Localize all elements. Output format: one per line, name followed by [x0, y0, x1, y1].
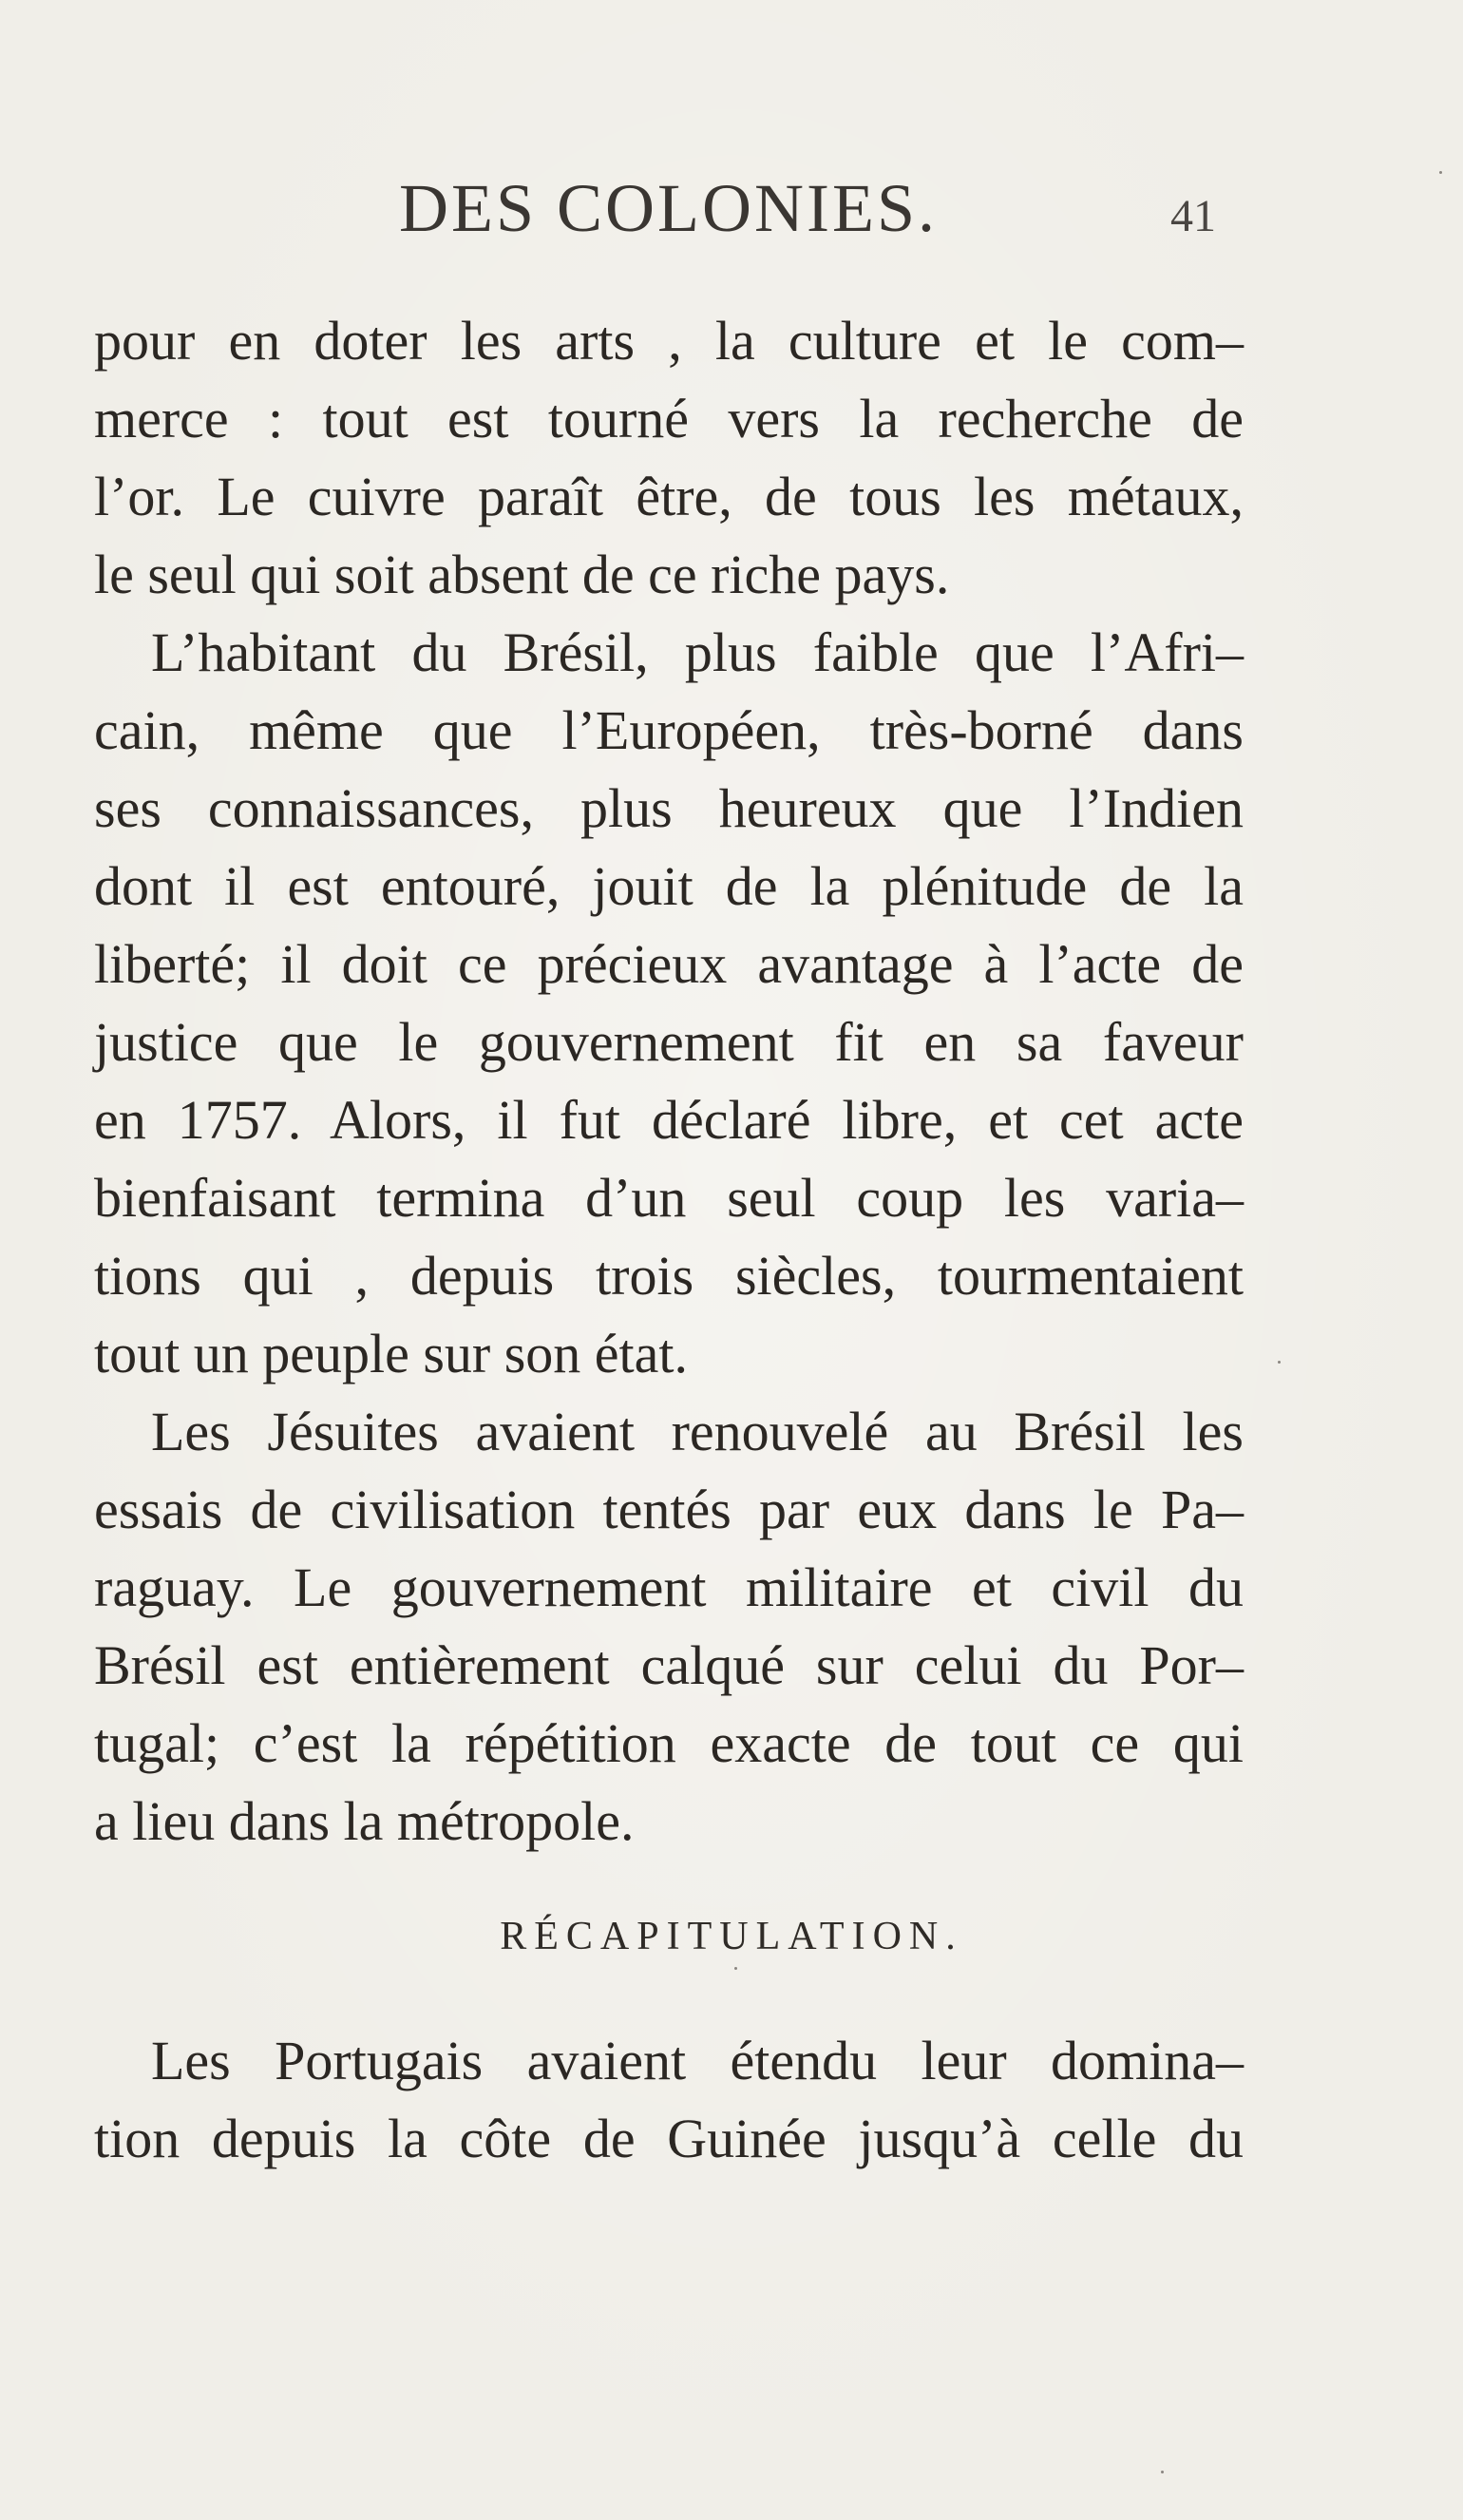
text-line: justice que le gouvernement fit en sa faveur — [94, 1011, 1244, 1073]
text-line: liberté; il doit ce précieux avantage à l’acte de — [94, 933, 1244, 995]
text-line: merce : tout est tourné vers la recherche de — [94, 388, 1244, 449]
text-line: en 1757. Alors, il fut déclaré libre, et cet acte — [94, 1089, 1244, 1151]
paragraph-3 — [94, 1393, 1244, 1861]
paper-speck — [1161, 2471, 1164, 2473]
paper-speck — [1278, 1361, 1281, 1364]
section-heading: RÉCAPITULATION. — [500, 1915, 963, 1958]
text-line: a lieu dans la métropole. — [94, 1790, 635, 1852]
page-header — [0, 169, 1463, 255]
paper-speck — [1439, 171, 1442, 174]
text-line: Les Jésuites avaient renouvelé au Brésil les — [151, 1401, 1244, 1462]
page-number: 41 — [1170, 191, 1216, 241]
text-line: cain, même que l’Européen, très-borné dans — [94, 699, 1244, 761]
text-line: bienfaisant termina d’un seul coup les varia– — [94, 1167, 1244, 1229]
paragraph-1 — [94, 302, 1244, 614]
text-line: Brésil est entièrement calqué sur celui du Por– — [94, 1634, 1244, 1696]
text-line: dont il est entouré, jouit de la plénitude de la — [94, 855, 1244, 917]
text-line: tion depuis la côte de Guinée jusqu’à celle du — [94, 2108, 1244, 2169]
text-line: tions qui , depuis trois siècles, tourmentaient — [94, 1245, 1244, 1307]
text-line: Les Portugais avaient étendu leur domina– — [151, 2030, 1244, 2091]
text-line: tout un peuple sur son état. — [94, 1323, 689, 1384]
paragraph-2 — [94, 614, 1244, 1393]
text-line: pour en doter les arts , la culture et le com– — [94, 310, 1244, 372]
paragraph-4 — [94, 2022, 1244, 2178]
text-line: ses connaissances, plus heureux que l’Indien — [94, 777, 1244, 839]
text-line: le seul qui soit absent de ce riche pays. — [94, 544, 950, 605]
running-head: DES COLONIES. — [399, 170, 939, 246]
text-line: tugal; c’est la répétition exacte de tout ce qui — [94, 1712, 1244, 1774]
text-line: l’or. Le cuivre paraît être, de tous les métaux, — [94, 466, 1244, 527]
paper-speck — [734, 1967, 737, 1970]
text-line: essais de civilisation tentés par eux dans le Pa– — [94, 1479, 1244, 1540]
text-line: L’habitant du Brésil, plus faible que l’Afri– — [151, 621, 1244, 683]
body-text-continued — [94, 2022, 1244, 2178]
body-text — [94, 302, 1244, 1861]
text-line: raguay. Le gouvernement militaire et civil du — [94, 1556, 1244, 1618]
